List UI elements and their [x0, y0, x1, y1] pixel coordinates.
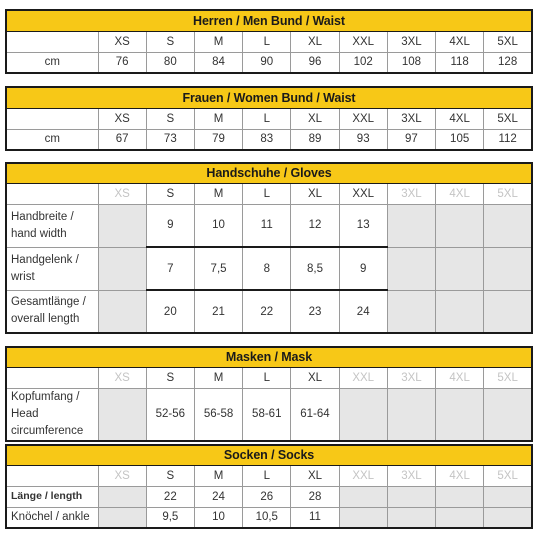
size-3xl: 3XL [387, 108, 435, 129]
value-cell: 9 [146, 204, 194, 247]
size-header-row [6, 183, 532, 204]
empty-cell [436, 388, 484, 441]
empty-cell [98, 290, 146, 333]
value-cell: 12 [291, 204, 339, 247]
women-waist-table [5, 86, 533, 151]
value-cell: 24 [339, 290, 387, 333]
value-cell: 7 [146, 247, 194, 290]
row-label: Handgelenk / wrist [6, 247, 98, 290]
value-cell: 22 [243, 290, 291, 333]
corner-cell [6, 183, 98, 204]
value-cell: 128 [484, 52, 532, 73]
value-cell: 96 [291, 52, 339, 73]
size-xxl: XXL [339, 108, 387, 129]
size-l: L [243, 367, 291, 388]
value-cell: 11 [291, 507, 339, 528]
empty-cell [98, 486, 146, 507]
size-xxl: XXL [339, 183, 387, 204]
size-l: L [243, 31, 291, 52]
size-s: S [146, 465, 194, 486]
table-row [6, 204, 532, 247]
value-cell: 84 [194, 52, 242, 73]
value-cell: 89 [291, 129, 339, 150]
empty-cell [484, 247, 532, 290]
value-cell: 13 [339, 204, 387, 247]
row-label: Knöchel / ankle [6, 507, 98, 528]
empty-cell [98, 247, 146, 290]
size-l: L [243, 465, 291, 486]
table-row [6, 290, 532, 333]
size-xs: XS [98, 367, 146, 388]
value-cell: 90 [243, 52, 291, 73]
row-label: Gesamtlänge / overall length [6, 290, 98, 333]
masks-title: Masken / Mask [6, 347, 532, 367]
value-cell: 22 [146, 486, 194, 507]
value-cell: 9,5 [146, 507, 194, 528]
table-row [6, 52, 532, 73]
value-cell: 8,5 [291, 247, 339, 290]
size-xl: XL [291, 465, 339, 486]
size-5xl: 5XL [484, 183, 532, 204]
value-cell: 21 [194, 290, 242, 333]
value-cell: 7,5 [194, 247, 242, 290]
size-xl: XL [291, 31, 339, 52]
row-label: Kopfumfang / Head circumference [6, 388, 98, 441]
value-cell: 105 [436, 129, 484, 150]
size-header-row [6, 465, 532, 486]
empty-cell [339, 486, 387, 507]
size-s: S [146, 31, 194, 52]
empty-cell [484, 204, 532, 247]
size-l: L [243, 183, 291, 204]
men-waist-table [5, 9, 533, 74]
empty-cell [436, 204, 484, 247]
empty-cell [484, 388, 532, 441]
size-xs: XS [98, 31, 146, 52]
corner-cell [6, 31, 98, 52]
size-4xl: 4XL [436, 465, 484, 486]
size-xl: XL [291, 108, 339, 129]
corner-cell [6, 108, 98, 129]
value-cell: 26 [243, 486, 291, 507]
table-row [6, 388, 532, 441]
size-4xl: 4XL [436, 367, 484, 388]
empty-cell [484, 486, 532, 507]
empty-cell [436, 507, 484, 528]
value-cell: 56-58 [194, 388, 242, 441]
value-cell: 79 [194, 129, 242, 150]
empty-cell [484, 507, 532, 528]
value-cell: 23 [291, 290, 339, 333]
value-cell: 102 [339, 52, 387, 73]
size-5xl: 5XL [484, 367, 532, 388]
value-cell: 10 [194, 204, 242, 247]
table-row [6, 486, 532, 507]
empty-cell [98, 388, 146, 441]
gloves-table [5, 162, 533, 334]
size-xs: XS [98, 465, 146, 486]
gloves-title: Handschuhe / Gloves [6, 163, 532, 183]
size-xxl: XXL [339, 465, 387, 486]
row-label: Handbreite / hand width [6, 204, 98, 247]
empty-cell [98, 507, 146, 528]
value-cell: 112 [484, 129, 532, 150]
size-5xl: 5XL [484, 465, 532, 486]
size-s: S [146, 183, 194, 204]
corner-cell [6, 367, 98, 388]
value-cell: 20 [146, 290, 194, 333]
value-cell: 67 [98, 129, 146, 150]
row-label: cm [6, 129, 98, 150]
row-label: cm [6, 52, 98, 73]
value-cell: 58-61 [243, 388, 291, 441]
value-cell: 9 [339, 247, 387, 290]
size-5xl: 5XL [484, 31, 532, 52]
row-label: Länge / length [6, 486, 98, 507]
size-4xl: 4XL [436, 183, 484, 204]
size-xl: XL [291, 183, 339, 204]
size-3xl: 3XL [387, 367, 435, 388]
size-xs: XS [98, 183, 146, 204]
empty-cell [387, 507, 435, 528]
empty-cell [387, 290, 435, 333]
size-4xl: 4XL [436, 108, 484, 129]
table-row [6, 247, 532, 290]
size-xxl: XXL [339, 31, 387, 52]
value-cell: 10,5 [243, 507, 291, 528]
size-header-row [6, 31, 532, 52]
value-cell: 24 [194, 486, 242, 507]
size-s: S [146, 108, 194, 129]
value-cell: 10 [194, 507, 242, 528]
size-m: M [194, 183, 242, 204]
value-cell: 61-64 [291, 388, 339, 441]
empty-cell [387, 388, 435, 441]
size-m: M [194, 31, 242, 52]
size-m: M [194, 465, 242, 486]
value-cell: 83 [243, 129, 291, 150]
size-l: L [243, 108, 291, 129]
socks-title: Socken / Socks [6, 445, 532, 465]
value-cell: 97 [387, 129, 435, 150]
empty-cell [387, 486, 435, 507]
size-xxl: XXL [339, 367, 387, 388]
size-header-row [6, 108, 532, 129]
socks-table [5, 444, 533, 529]
women-waist-title: Frauen / Women Bund / Waist [6, 87, 532, 108]
size-3xl: 3XL [387, 31, 435, 52]
empty-cell [339, 388, 387, 441]
value-cell: 76 [98, 52, 146, 73]
corner-cell [6, 465, 98, 486]
size-s: S [146, 367, 194, 388]
value-cell: 80 [146, 52, 194, 73]
table-row [6, 129, 532, 150]
value-cell: 93 [339, 129, 387, 150]
table-row [6, 507, 532, 528]
size-m: M [194, 367, 242, 388]
size-3xl: 3XL [387, 465, 435, 486]
size-4xl: 4XL [436, 31, 484, 52]
value-cell: 28 [291, 486, 339, 507]
empty-cell [436, 290, 484, 333]
empty-cell [387, 247, 435, 290]
value-cell: 52-56 [146, 388, 194, 441]
masks-table [5, 346, 533, 442]
value-cell: 118 [436, 52, 484, 73]
men-waist-title: Herren / Men Bund / Waist [6, 10, 532, 31]
empty-cell [484, 290, 532, 333]
empty-cell [436, 247, 484, 290]
value-cell: 8 [243, 247, 291, 290]
size-xl: XL [291, 367, 339, 388]
empty-cell [98, 204, 146, 247]
empty-cell [436, 486, 484, 507]
size-5xl: 5XL [484, 108, 532, 129]
value-cell: 108 [387, 52, 435, 73]
value-cell: 73 [146, 129, 194, 150]
value-cell: 11 [243, 204, 291, 247]
size-3xl: 3XL [387, 183, 435, 204]
empty-cell [339, 507, 387, 528]
empty-cell [387, 204, 435, 247]
size-header-row [6, 367, 532, 388]
size-m: M [194, 108, 242, 129]
size-xs: XS [98, 108, 146, 129]
